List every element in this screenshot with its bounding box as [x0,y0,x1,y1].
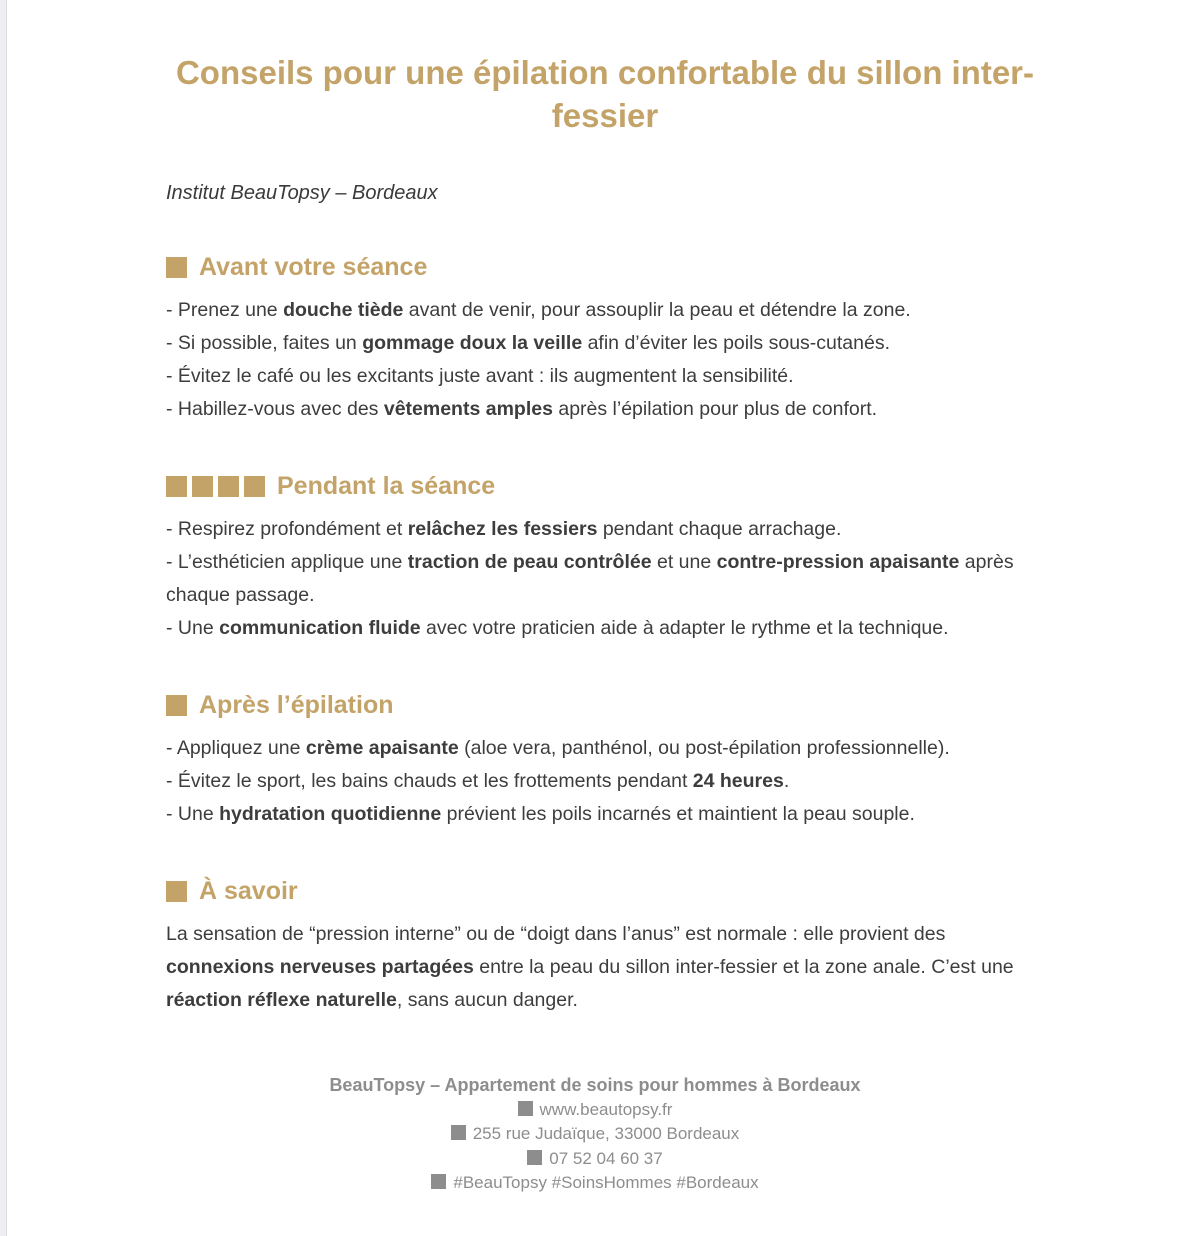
emphasized-text: gommage doux la veille [362,331,583,354]
advice-section [166,253,1044,426]
body-text: - Évitez le café ou les excitants juste avant : ils augmentent la sensibilité. [166,364,794,387]
footer-line [146,1098,1044,1123]
bullet-item [166,360,1044,393]
square-icon [451,1125,466,1140]
body-text: après chaque passage. [166,550,1014,606]
advice-section [166,472,1044,645]
page-title: Conseils pour une épilation confortable du sillon inter-fessier [175,54,1035,134]
bullet-item [166,294,1044,327]
emphasized-text: vêtements amples [383,397,553,420]
square-icon [244,476,265,497]
body-text: (aloe vera, panthénol, ou post-épilation professionnelle). [458,736,950,759]
square-icon [166,881,187,902]
section-body [166,294,1044,426]
body-text: - L’esthéticien applique une [166,550,408,573]
section-body [166,918,1044,1017]
bullet-item [166,732,1044,765]
emphasized-text: connexions nerveuses partagées [166,955,474,978]
bullet-item [166,765,1044,798]
body-text: , sans aucun danger. [396,988,578,1011]
body-text: - Une [166,802,220,825]
footer-line-text: www.beautopsy.fr [539,1099,673,1119]
emphasized-text: douche tiède [283,298,404,321]
footer-line [146,1171,1044,1196]
advice-section [166,691,1044,831]
emphasized-text: réaction réflexe naturelle [166,988,397,1011]
bullet-item [166,513,1044,546]
bullet-item [166,918,1044,1017]
section-heading [166,253,1044,282]
emphasized-text: contre-pression apaisante [716,550,960,573]
body-text: - Si possible, faites un [166,331,363,354]
body-text: . [783,769,790,792]
body-text: pendant chaque arrachage. [597,517,842,540]
section-body [166,513,1044,645]
section-heading-label: À savoir [199,876,298,905]
sections [166,253,1044,1017]
square-icon [166,695,187,716]
square-icon [218,476,239,497]
footer-title: BeauTopsy – Appartement de soins pour hommes à Bordeaux [329,1074,861,1095]
section-body [166,732,1044,831]
bullet-item [166,327,1044,360]
body-text: - Prenez une [166,298,284,321]
screen-edge-strip [0,0,7,1236]
emphasized-text: crème apaisante [305,736,459,759]
section-heading-label: Après l’épilation [199,690,394,719]
footer-lines [146,1098,1044,1196]
body-text: - Une [166,616,220,639]
bullet-item [166,798,1044,831]
emphasized-text: relâchez les fessiers [407,517,598,540]
body-text: avec votre praticien aide à adapter le rythme et la technique. [420,616,949,639]
section-heading [166,691,1044,720]
square-icon [431,1174,446,1189]
section-heading-label: Pendant la séance [277,471,496,500]
page-subtitle: Institut BeauTopsy – Bordeaux [166,181,438,204]
footer-line-text: 255 rue Judaïque, 33000 Bordeaux [472,1124,740,1144]
square-icon [166,257,187,278]
bullet-item [166,393,1044,426]
body-text: entre la peau du sillon inter-fessier et la zone anale. C’est une [473,955,1014,978]
emphasized-text: traction de peau contrôlée [407,550,652,573]
footer [146,1073,1044,1196]
body-text: - Évitez le sport, les bains chauds et les frottements pendant [166,769,693,792]
footer-line [146,1147,1044,1172]
bullet-item [166,612,1044,645]
square-icon [527,1150,542,1165]
square-icon [166,476,187,497]
emphasized-text: hydratation quotidienne [219,802,442,825]
body-text: - Respirez profondément et [166,517,408,540]
advice-section [166,877,1044,1017]
body-text: et une [651,550,717,573]
section-heading-label: Avant votre séance [199,252,428,281]
body-text: prévient les poils incarnés et maintient la peau souple. [441,802,915,825]
emphasized-text: communication fluide [219,616,421,639]
square-icon [518,1101,533,1116]
body-text: après l’épilation pour plus de confort. [552,397,878,420]
footer-line-text: #BeauTopsy #SoinsHommes #Bordeaux [453,1173,759,1193]
body-text: - Appliquez une [166,736,306,759]
footer-line-text: 07 52 04 60 37 [549,1148,663,1168]
body-text: avant de venir, pour assouplir la peau et détendre la zone. [403,298,911,321]
body-text: - Habillez-vous avec des [166,397,384,420]
footer-line [146,1122,1044,1147]
section-heading [166,877,1044,906]
section-heading [166,472,1044,501]
square-icon [192,476,213,497]
emphasized-text: 24 heures [692,769,784,792]
body-text: La sensation de “pression interne” ou de “doigt dans l’anus” est normale : elle provient des [166,922,946,945]
body-text: afin d’éviter les poils sous-cutanés. [582,331,890,354]
bullet-item [166,546,1044,612]
